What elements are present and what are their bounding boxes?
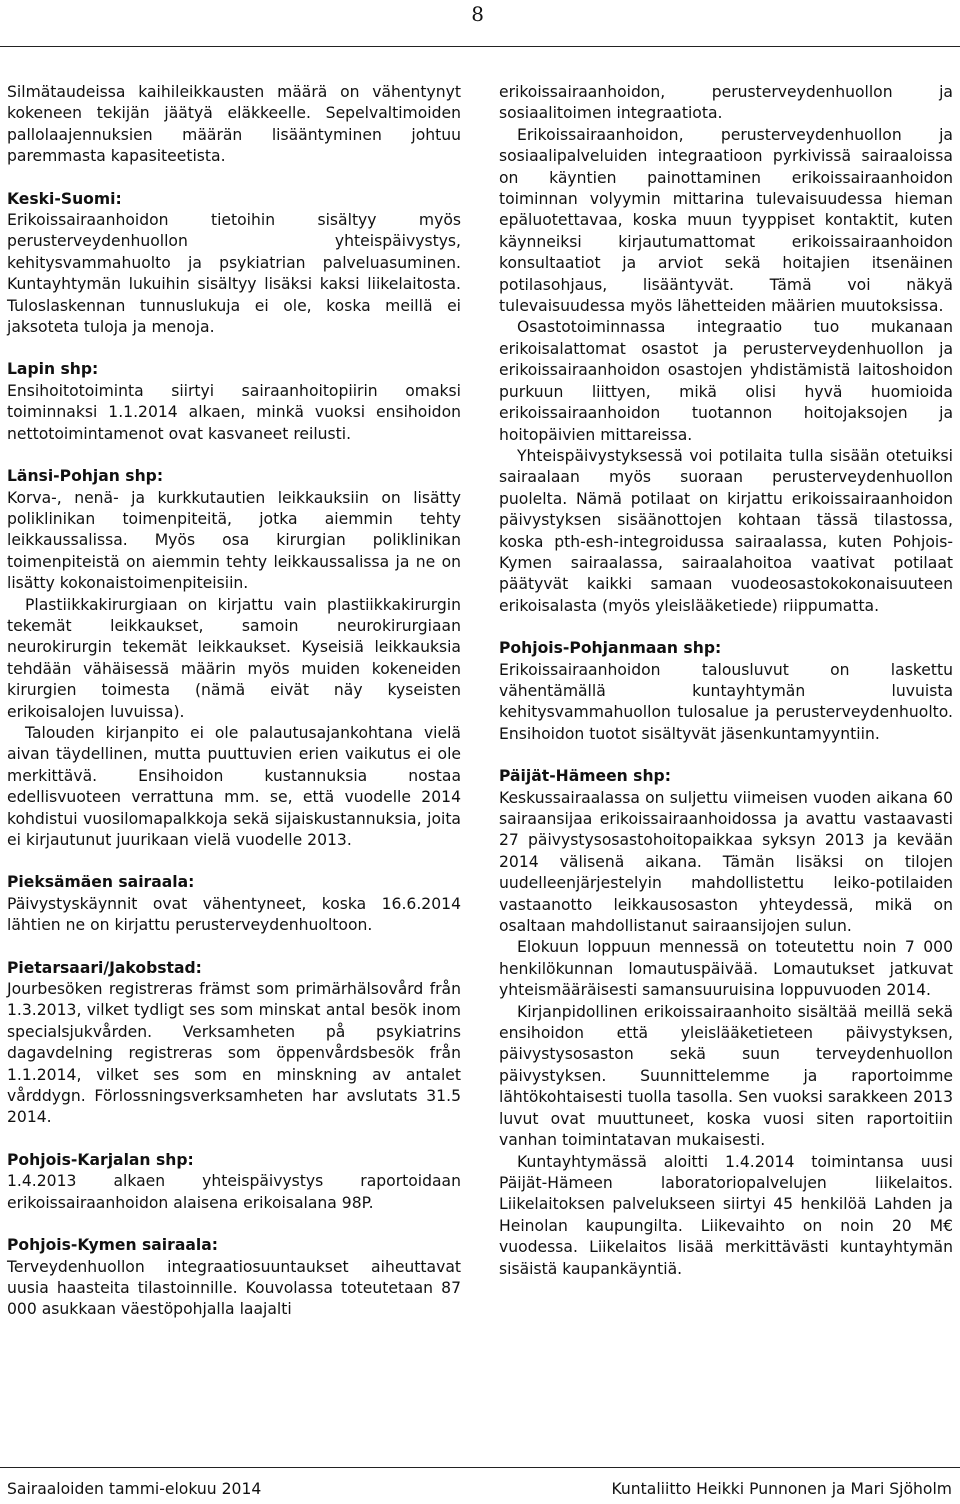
keski-suomi-section [7, 189, 461, 339]
paragraph: Erikoissairaanhoidon, perusterveydenhuollon ja sosiaalipalveluiden integraatioon pyrkivissä sairaaloissa on käyntien painottaminen erikoissairaanhoidon toiminnan volyymin mittarina tulevaisuudessa hieman epäluotettavaa, koska muun tyyppiset kontaktit, kuten käynneiksi kirjautumattomat erikoissairaanhoidon konsultaatiot ja arviot sekä hoitajien itsenäinen potilasohjaus, lisääntyvät. Tämä voi näkyä tulevaisuudessa myös lähetteiden määrien muutoksissa. [499, 125, 953, 316]
paragraph: Ensihoitotoiminta siirtyi sairaanhoitopiirin omaksi toiminnaksi 1.1.2014 alkaen, minkä vuoksi ensihoidon nettotoimintamenot ovat kasvaneet reilusti. [7, 381, 461, 443]
intro-section [7, 82, 461, 168]
integration-continued-section [499, 82, 953, 617]
paragraph: Jourbesöken registreras främst som primärhälsovård från 1.3.2013, vilket tydligt ses som minskat antal besök inom specialsjukvården. Verksamheten på psykiatrins dagavdelning registreras som öppenvårdsbesök från 1.1.2014, vilket ses som en minskning av antalet vårddygn. Förlossningsverksamheten har avslutats 31.5 2014. [7, 980, 461, 1127]
paragraph: Plastiikkakirurgiaan on kirjattu vain plastiikkakirurgin tekemät leikkaukset, samoin neurokirurgiaan neurokirurgin tekemät leikkaukset. Kyseisiä leikkauksia tehdään vähäisessä määrin myös muiden kokeneiden kirurgien toimesta (nämä eivät näy kyseisten erikoisalojen luvuissa). [7, 595, 461, 721]
paragraph: Kuntayhtymässä aloitti 1.4.2014 toimintansa uusi Päijät-Hämeen laboratoriopalvelujen liikelaitos. Liikelaitoksen palvelukseen siirtyi 45 henkilöä Lahden ja Heinolan kaupungilta. Liikevaihto on noin 20 M€ vuodessa. Liikelaitos lisää merkittävästi kuntayhtymän sisäistä kaupankäyntiä. [499, 1152, 953, 1278]
header-rule [0, 46, 960, 47]
section-heading: Lapin shp: [7, 360, 99, 379]
section-heading: Länsi-Pohjan shp: [7, 467, 164, 486]
section-heading: Keski-Suomi: [7, 189, 122, 208]
pietarsaari-section [7, 958, 461, 1129]
intro-paragraph: Silmätaudeissa kaihileikkausten määrä on vähentynyt kokeneen tekijän jäätyä eläkkeelle. Sepelvaltimoiden pallolaajennuksien määrän lisääntyminen johtuu paremmasta kapasiteetista. [7, 83, 461, 166]
footer-authors: Kuntaliitto Heikki Punnonen ja Mari Sjöholm [611, 1480, 952, 1498]
paragraph: Elokuun loppuun mennessä on toteutettu noin 7 000 henkilökunnan lomautuspäivää. Lomautukset jatkuvat yhteismääräisesti samansuuruisina loppuvuoden 2014. [499, 938, 953, 1000]
pohjois-pohjanmaan-section [499, 638, 953, 745]
lansi-pohjan-section [7, 466, 461, 851]
paragraph: Terveydenhuollon integraatiosuuntaukset aiheuttavat uusia haasteita tilastoinnille. Kouvolassa toteutetaan 87 000 asukkaan väestöpohjalla laajalti [7, 1257, 461, 1319]
paragraph: Erikoissairaanhoidon talousluvut on laskettu vähentämällä kuntayhtymän luvuista kehitysvammahuollon tulosalue ja perusterveydenhuolto. Ensihoidon tuotot sisältyvät jäsenkuntamyyntiin. [499, 660, 953, 743]
section-heading: Pohjois-Kymen sairaala: [7, 1236, 218, 1255]
right-column [499, 82, 953, 1280]
pohjois-kymen-section [7, 1235, 461, 1321]
paragraph: 1.4.2013 alkaen yhteispäivystys raportoidaan erikoissairaanhoidon alaisena erikoisalana 98P. [7, 1172, 461, 1212]
footer-title: Sairaaloiden tammi-elokuu 2014 [7, 1480, 262, 1498]
footer-rule [0, 1467, 960, 1468]
section-heading: Päijät-Hämeen shp: [499, 767, 671, 786]
paragraph: Talouden kirjanpito ei ole palautusajankohtana vielä aivan täydellinen, mutta puuttuvien erien vaikutus ei ole merkittävä. Ensihoidon kustannuksia nostaa edellisvuoteen verrattuna mm. se, että vuodelle 2014 kohdistui vuosilomapalkkoja sekä sijaiskustannuksia, joita ei kirjautunut juurikaan vielä vuodelle 2013. [7, 723, 461, 849]
paragraph: Kirjanpidollinen erikoissairaanhoito sisältää meillä sekä ensihoidon että yleislääketieteen päivystyksen, päivystysosaston sekä suun terveydenhuollon päivystyksen. Suunnittelemme ja raportoimme lähtökohtaisesti tuolla tasolla. Sen vuoksi sarakkeen 2013 luvut ovat muuttuneet, koska vuosi siten raportoitiin vanhan toimintatavan mukaisesti. [499, 1002, 953, 1150]
paragraph: Osastotoiminnassa integraatio tuo mukanaan erikoisalattomat osastot ja perusterveydenhuollon ja erikoissairaanhoidon osastojen yhdistämistä laitoshoidon purkuun liittyen, mikä olisi hyvä huomioida erikoissairaanhoidon tuotannon hoitojaksojen ja hoitopäivien mittareissa. [499, 318, 953, 444]
paragraph: erikoissairaanhoidon, perusterveydenhuollon ja sosiaalitoimen integraatiota. [499, 83, 953, 123]
paijat-hameen-section [499, 766, 953, 1280]
paragraph: Päivystyskäynnit ovat vähentyneet, koska 16.6.2014 lähtien ne on kirjattu perusterveydenhuoltoon. [7, 894, 461, 935]
left-column [7, 82, 461, 1321]
paragraph: Erikoissairaanhoidon tietoihin sisältyy myös perusterveydenhuollon yhteispäivystys, kehitysvammahuolto ja psykiatrian palveluasuminen. Kuntayhtymän lukuihin sisältyy lisäksi kaksi liikelaitosta. Tuloslaskennan tunnuslukuja ei ole, koska meillä ei jaksoteta tuloja ja menoja. [7, 211, 461, 337]
paragraph: Yhteispäivystyksessä voi potilaita tulla sisään otetuiksi sairaalaan myös suoraan perusterveydenhuollon puolelta. Nämä potilaat on kirjattu erikoissairaanhoidon päivystyksen sisäänottojen kohtaan tässä tilastossa, koska pth-esh-integroidussa sairaalassa, kuten Pohjois-Kymen sairaalassa, sairaalahoitoa vaativat potilaat päätyvät kaikki samaan vuodeosastokokonaisuuteen erikoisalasta (myös yleislääketiede) riippumatta. [499, 446, 953, 615]
section-heading: Pohjois-Pohjanmaan shp: [499, 639, 722, 658]
section-heading: Pohjois-Karjalan shp: [7, 1150, 194, 1169]
pohjois-karjalan-section [7, 1150, 461, 1214]
pieksamaen-section [7, 872, 461, 936]
page-number: 8 [471, 2, 484, 26]
section-heading: Pietarsaari/Jakobstad: [7, 958, 202, 977]
lapin-section [7, 359, 461, 445]
section-heading: Pieksämäen sairaala: [7, 873, 195, 892]
paragraph: Keskussairaalassa on suljettu viimeisen vuoden aikana 60 sairaansijaa erikoissairaanhoidossa ja avattu vastaavasti 27 päivystysosastohoitopaikkaa syksyn 2013 ja kevään 2014 välisenä aikana. Tämän lisäksi on tilojen uudelleenjärjestelyin mahdollistettu leiko-potilaiden vastaanotto leikkausosaston yhteydessä, mikä on osaltaan mahdollistanut sairaansijojen sulun. [499, 788, 953, 936]
paragraph: Korva-, nenä- ja kurkkutautien leikkauksiin on lisätty poliklinikan toimenpiteitä, jotka aiemmin tehty leikkaussalissa. Myös osa kirurgian poliklinikan toimenpiteistä on aiemmin tehty leikkaussalissa ja ne on lisätty kokonaistoimenpiteisiin. [7, 488, 461, 593]
